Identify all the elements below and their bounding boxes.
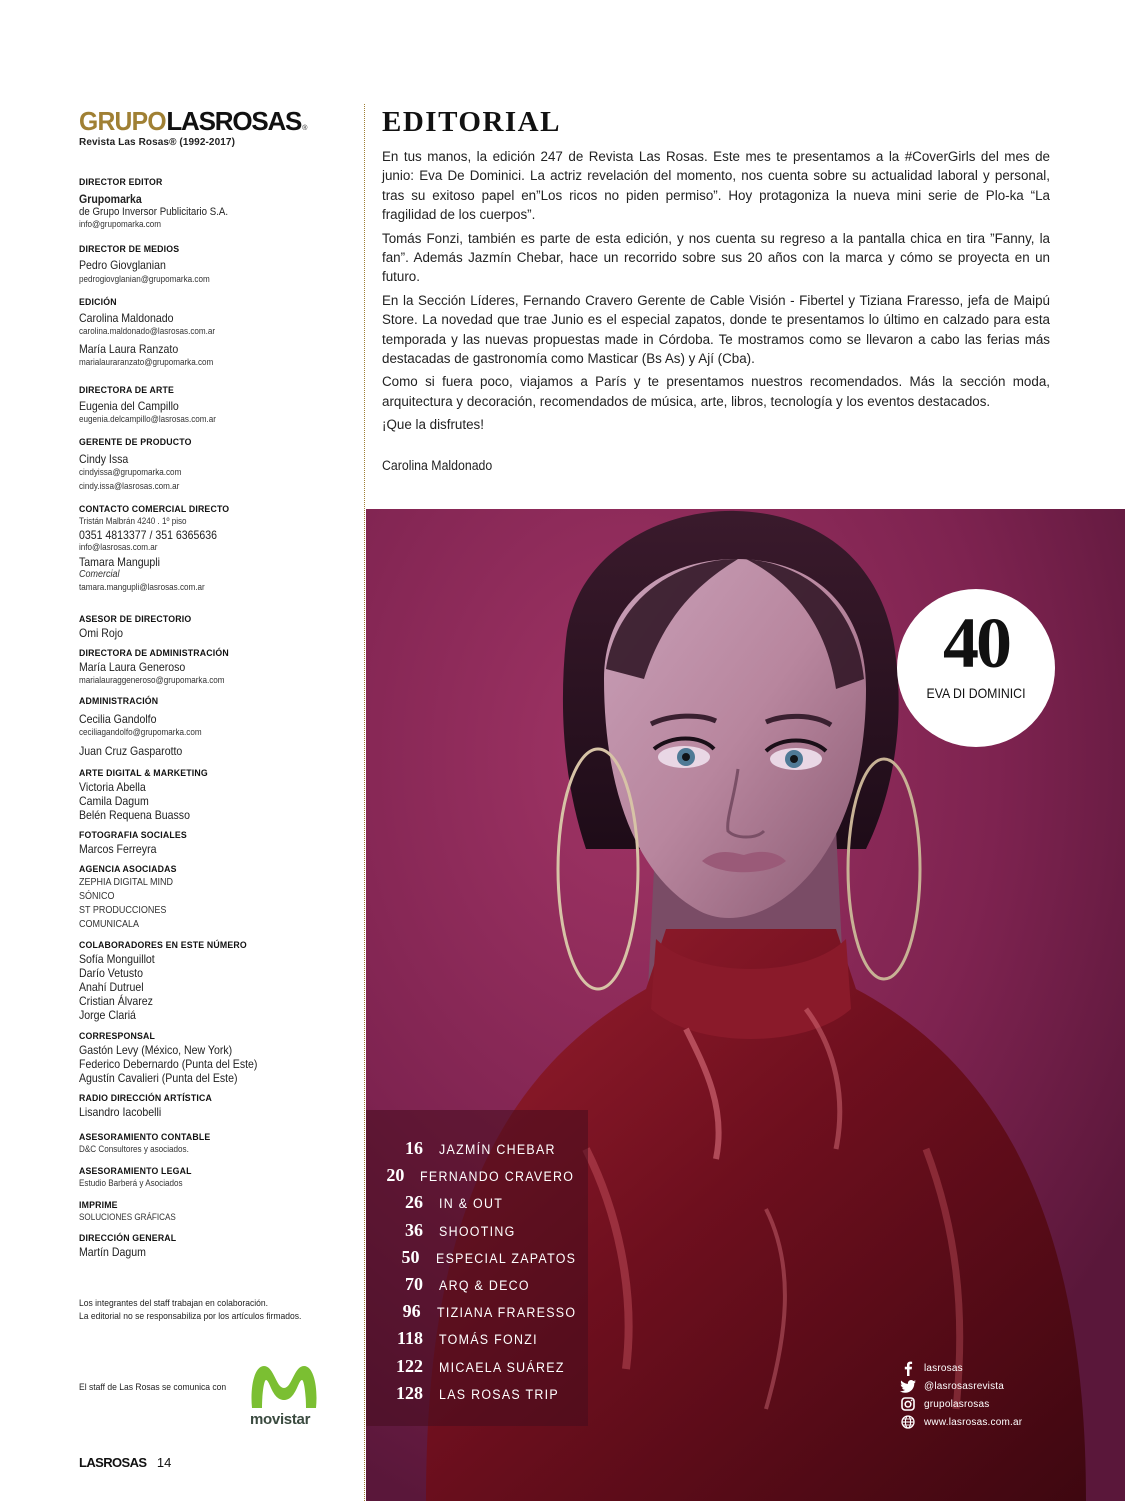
toc-page: 96 [402, 1301, 421, 1322]
brand-name-part2: LASROSAS [166, 106, 302, 136]
twitter-icon [900, 1378, 916, 1394]
editorial-paragraph: Tomás Fonzi, también es parte de esta edición, y nos cuenta su regreso a la pantalla chica en tira ”Fanny, la fan”. Además Jazmín Chebar, hace un recorrido sobre sus 20 años con la marca y cómo se proyecta en un futuro. [382, 230, 1050, 285]
social-text: @lasrosasrevista [924, 1380, 1005, 1392]
social-text: lasrosas [924, 1362, 963, 1374]
staff-arte-digital [79, 768, 354, 822]
toc-label: TOMÁS FONZI [439, 1332, 538, 1348]
toc-label: ARQ & DECO [439, 1277, 530, 1293]
staff-email: info@lasrosas.com.ar [79, 541, 158, 552]
staff-email: pedrogiovglanian@grupomarka.com [79, 274, 210, 284]
toc-page: 118 [396, 1328, 423, 1349]
staff-title: ASESORAMIENTO CONTABLE [79, 1132, 211, 1143]
toc-item[interactable] [366, 1383, 588, 1410]
staff-email: eugenia.delcampillo@lasrosas.com.ar [79, 414, 216, 424]
toc-item[interactable] [366, 1165, 588, 1192]
staff-name: Tamara Mangupli [79, 555, 161, 569]
staff-name: Pedro Giovglanian [79, 258, 166, 272]
social-twitter[interactable] [900, 1377, 1022, 1395]
toc-item[interactable] [366, 1247, 588, 1274]
staff-name: D&C Consultores y asociados. [79, 1144, 189, 1154]
staff-email: info@grupomarka.com [79, 219, 162, 229]
staff-director-medios [79, 244, 354, 286]
brand-logo [79, 106, 354, 137]
toc-page: 20 [386, 1165, 405, 1186]
staff-name: Federico Debernardo (Punta del Este) [79, 1057, 258, 1071]
movistar-word: movistar [250, 1411, 311, 1428]
table-of-contents [366, 1110, 588, 1426]
staff-address: Tristán Malbrán 4240 . 1º piso [79, 516, 187, 526]
editorial-paragraph: En tus manos, la edición 247 de Revista Las Rosas. Este mes te presentamos a la #CoverGirls del mes de junio: Eva De Dominici. La actriz revelación del momento, nos cuenta sobre su actualidad laboral y personal, tras su exitoso papel en”Los ricos no piden permiso”. Hoy protagoniza la nueva mini serie de Plo-ka “La fragilidad de los cuerpos”. [382, 149, 1050, 223]
staff-name: Belén Requena Buasso [79, 808, 190, 822]
staff-title: GERENTE DE PRODUCTO [79, 437, 192, 448]
cover-badge [897, 589, 1055, 747]
staff-line: de Grupo Inversor Publicitario S.A. [79, 206, 229, 218]
staff-name: Darío Vetusto [79, 966, 143, 980]
staff-name: SÓNICO [79, 891, 115, 902]
communication-note: El staff de Las Rosas se comunica con [79, 1382, 227, 1393]
editorial-signature: Carolina Maldonado [382, 457, 493, 473]
staff-name: Cecilia Gandolfo [79, 712, 157, 726]
editorial-body [382, 147, 1050, 435]
social-text: grupolasrosas [924, 1398, 990, 1410]
staff-administracion [79, 696, 354, 758]
staff-fotografia [79, 830, 354, 856]
toc-page: 70 [405, 1273, 423, 1294]
staff-name: Eugenia del Campillo [79, 399, 179, 413]
staff-email: ceciliagandolfo@grupomarka.com [79, 727, 202, 737]
staff-direccion-general [79, 1233, 354, 1259]
staff-title: COLABORADORES EN ESTE NÚMERO [79, 940, 247, 951]
staff-title: CORRESPONSAL [79, 1031, 156, 1042]
toc-label: LAS ROSAS TRIP [439, 1386, 559, 1402]
staff-contable [79, 1132, 354, 1156]
staff-name: Juan Cruz Gasparotto [79, 743, 183, 758]
staff-asesor-directorio [79, 614, 354, 640]
staff-gerente-producto [79, 437, 354, 492]
staff-name: Camila Dagum [79, 794, 149, 808]
badge-label: EVA DI DOMINICI [926, 685, 1026, 701]
staff-name: Omi Rojo [79, 626, 124, 640]
staff-name: SOLUCIONES GRÁFICAS [79, 1212, 176, 1222]
editorial-paragraph: Como si fuera poco, viajamos a París y te presentamos nuestros recomendados. Más la sección moda, arquitectura y decoración, recomendados de música, arte, libros, tecnología y los eventos destacados. [382, 374, 1050, 409]
social-instagram[interactable] [900, 1395, 1022, 1413]
brand-name-part1: GRUPO [79, 106, 166, 136]
facebook-icon [900, 1360, 916, 1376]
staff-title: IMPRIME [79, 1200, 118, 1211]
toc-page: 50 [401, 1246, 420, 1267]
staff-name: María Laura Generoso [79, 660, 186, 674]
staff-title: DIRECTORA DE ADMINISTRACIÓN [79, 648, 229, 659]
editorial-paragraph: ¡Que la disfrutes! [382, 417, 484, 433]
staff-email: marialauraggeneroso@grupomarka.com [79, 675, 225, 685]
toc-item[interactable] [366, 1138, 588, 1165]
staff-email: carolina.maldonado@lasrosas.com.ar [79, 326, 216, 336]
instagram-icon [900, 1396, 916, 1412]
staff-name: Gastón Levy (México, New York) [79, 1043, 233, 1057]
staff-email: cindy.issa@lasrosas.com.ar [79, 480, 180, 491]
staff-colaboradores [79, 940, 354, 1022]
staff-title: RADIO DIRECCIÓN ARTÍSTICA [79, 1093, 212, 1104]
toc-item[interactable] [366, 1328, 588, 1355]
staff-name: Estudio Barberá y Asociados [79, 1178, 183, 1188]
staff-title: DIRECTOR DE MEDIOS [79, 244, 180, 255]
staff-name: Carolina Maldonado [79, 311, 174, 325]
toc-label: TIZIANA FRARESSO [436, 1305, 576, 1321]
staff-email: tamara.mangupli@lasrosas.com.ar [79, 581, 205, 592]
staff-email: marialauraranzato@grupomarka.com [79, 356, 214, 367]
staff-title: ASESOR DE DIRECTORIO [79, 614, 192, 625]
toc-page: 26 [405, 1192, 423, 1213]
staff-name: COMUNICALA [79, 919, 140, 930]
toc-item[interactable] [366, 1301, 588, 1328]
folio-page-number: 14 [156, 1455, 172, 1470]
staff-director-editor [79, 177, 354, 231]
staff-role: Comercial [79, 569, 120, 580]
staff-title: FOTOGRAFIA SOCIALES [79, 830, 187, 841]
folio-magazine: LASROSAS [79, 1455, 147, 1470]
globe-icon [900, 1414, 916, 1430]
staff-name: Sofía Monguillot [79, 952, 155, 966]
staff-title: DIRECTOR EDITOR [79, 177, 163, 188]
toc-page: 128 [396, 1382, 423, 1403]
toc-label: FERNANDO CRAVERO [420, 1169, 575, 1185]
social-website[interactable] [900, 1413, 1022, 1431]
staff-name: ZEPHIA DIGITAL MIND [79, 877, 174, 888]
staff-email: cindyissa@grupomarka.com [79, 467, 182, 477]
staff-corresponsal [79, 1031, 354, 1085]
staff-name: Agustín Cavalieri (Punta del Este) [79, 1071, 238, 1085]
staff-name: María Laura Ranzato [79, 341, 179, 356]
toc-item[interactable] [366, 1274, 588, 1301]
toc-label: IN & OUT [439, 1196, 504, 1212]
staff-name: Cristian Álvarez [79, 994, 153, 1008]
staff-agencia [79, 864, 354, 932]
staff-directora-administracion [79, 648, 354, 687]
cover-photo [366, 509, 1125, 1501]
staff-contacto-comercial [79, 504, 354, 593]
staff-title: DIRECTORA DE ARTE [79, 385, 175, 396]
staff-column [79, 106, 354, 1259]
staff-title: AGENCIA ASOCIADAS [79, 864, 177, 875]
staff-name: Lisandro Iacobelli [79, 1105, 162, 1119]
staff-name: Grupomarka [79, 192, 142, 206]
staff-title: CONTACTO COMERCIAL DIRECTO [79, 504, 230, 515]
toc-page: 36 [405, 1219, 423, 1240]
staff-name: Cindy Issa [79, 452, 129, 466]
staff-title: ASESORAMIENTO LEGAL [79, 1166, 192, 1177]
staff-phone: 0351 4813377 / 351 6365636 [79, 527, 218, 542]
toc-page: 122 [396, 1355, 423, 1376]
staff-title: DIRECCIÓN GENERAL [79, 1233, 177, 1244]
social-facebook[interactable] [900, 1359, 1022, 1377]
movistar-logo [244, 1358, 324, 1430]
toc-label: ESPECIAL ZAPATOS [435, 1250, 576, 1266]
staff-footnote [79, 1297, 331, 1323]
staff-edicion [79, 297, 354, 368]
staff-legal [79, 1166, 354, 1190]
brand-reg-mark: ® [302, 125, 308, 132]
staff-name: Anahí Dutruel [79, 980, 144, 994]
page-folio [79, 1454, 171, 1472]
toc-label: JAZMÍN CHEBAR [439, 1142, 556, 1157]
staff-title: ARTE DIGITAL & MARKETING [79, 768, 208, 779]
staff-imprime [79, 1200, 354, 1224]
staff-title: ADMINISTRACIÓN [79, 696, 159, 707]
staff-name: Victoria Abella [79, 780, 146, 794]
staff-title: EDICIÓN [79, 297, 117, 308]
toc-label: SHOOTING [439, 1223, 516, 1239]
social-links [900, 1359, 1022, 1431]
social-text: www.lasrosas.com.ar [924, 1416, 1023, 1428]
toc-page: 16 [405, 1138, 423, 1158]
brand-subtitle: Revista Las Rosas® (1992-2017) [79, 137, 236, 148]
footnote-line: Los integrantes del staff trabajan en colaboración. [79, 1298, 269, 1309]
editorial [382, 106, 1050, 473]
staff-directora-arte [79, 385, 354, 426]
editorial-paragraph: En la Sección Líderes, Fernando Cravero Gerente de Cable Visión - Fibertel y Tiziana Fraresso, jefa de Maipú Store. La novedad que trae Junio es el especial zapatos, donde te presentamos lo último en calzado para esta temporada y las nuevas propuestas made in Córdoba. Te mostramos como se llevaron a cabo las ferias más destacadas de gastronomía como Masticar (Bs As) y Ají (Cba). [382, 292, 1050, 367]
staff-name: ST PRODUCCIONES [79, 905, 167, 916]
column-divider [364, 104, 365, 1501]
staff-name: Martín Dagum [79, 1245, 146, 1259]
toc-label: MICAELA SUÁREZ [439, 1359, 565, 1375]
staff-name: Marcos Ferreyra [79, 842, 157, 856]
staff-radio [79, 1093, 354, 1119]
footnote-line: La editorial no se responsabiliza por los artículos firmados. [79, 1311, 302, 1322]
toc-item[interactable] [366, 1220, 588, 1247]
editorial-title: EDITORIAL [382, 106, 561, 138]
staff-name: Jorge Clariá [79, 1008, 136, 1022]
badge-number: 40 [943, 603, 1009, 683]
toc-item[interactable] [366, 1356, 588, 1383]
movistar-m-icon [244, 1358, 324, 1414]
toc-item[interactable] [366, 1192, 588, 1219]
